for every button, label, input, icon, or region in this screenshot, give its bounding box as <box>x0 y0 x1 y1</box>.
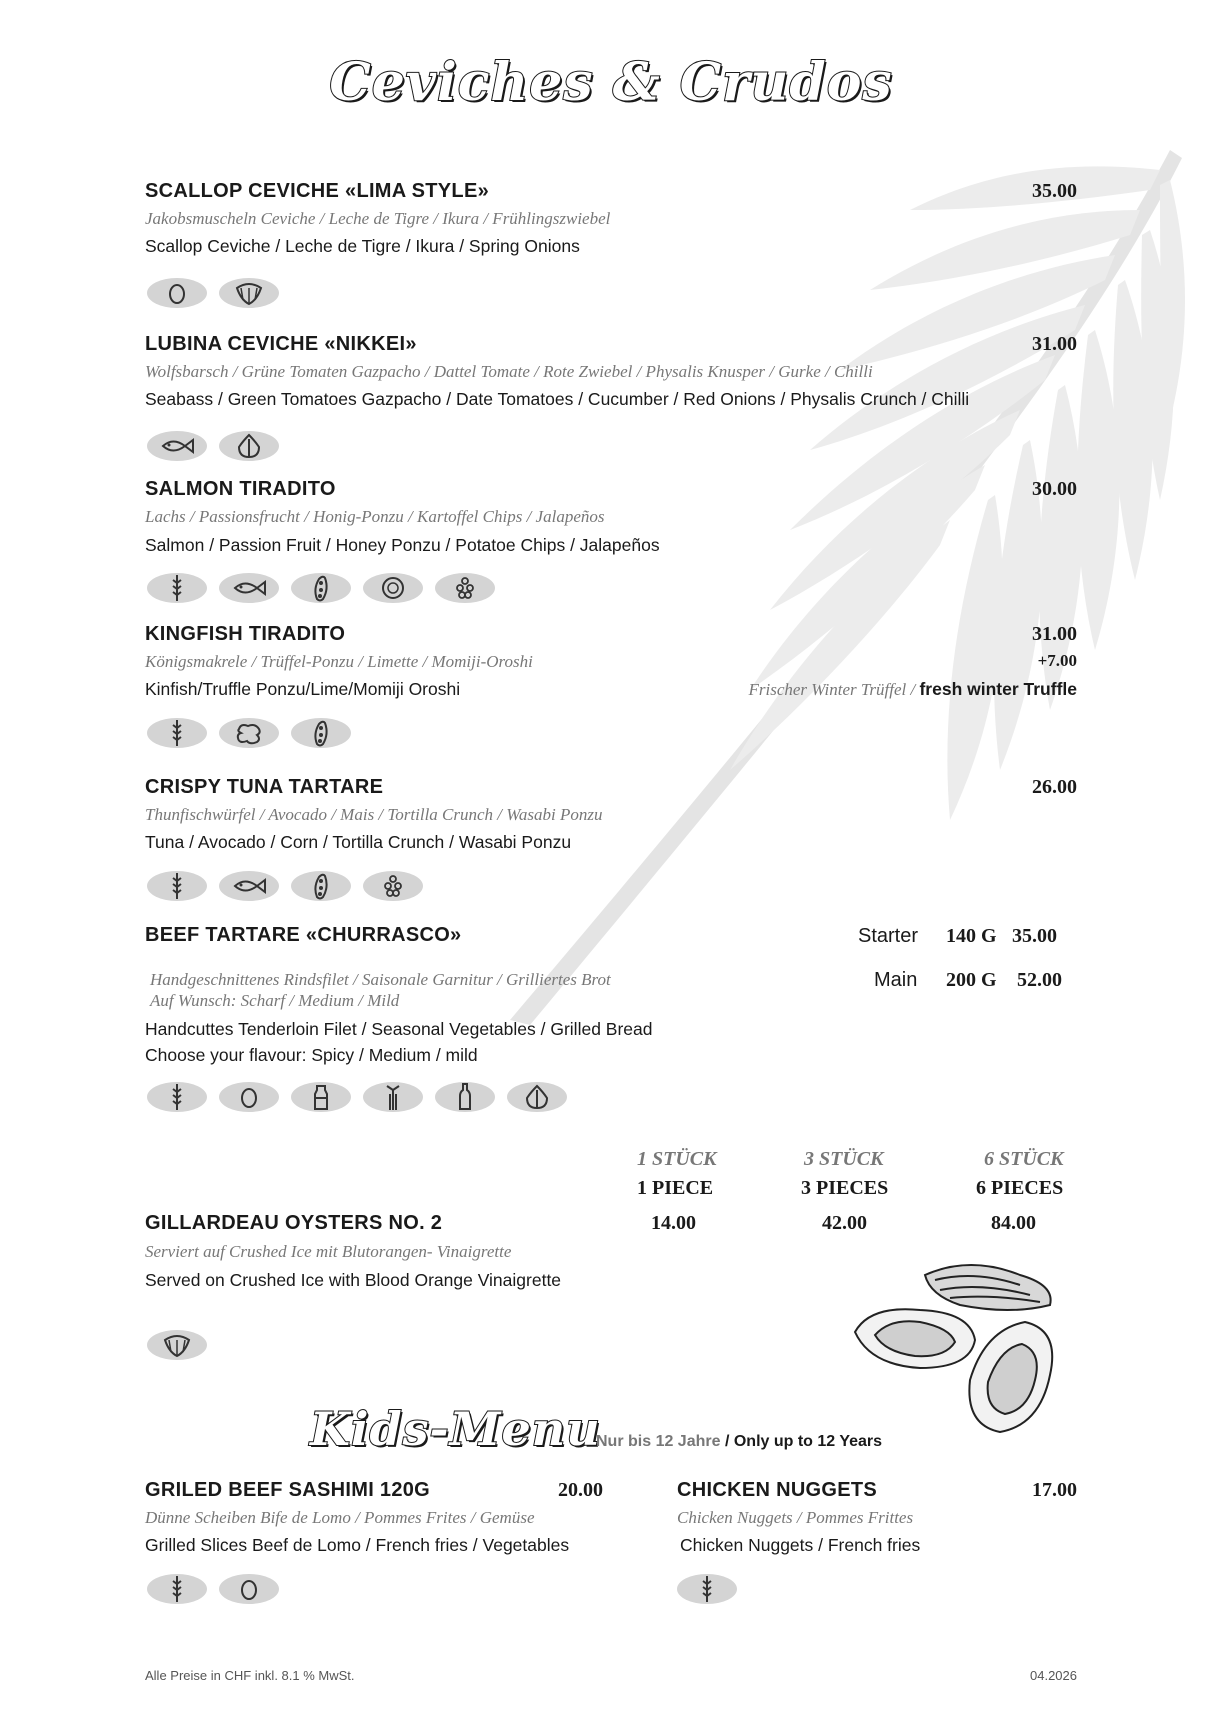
allergen-icons <box>145 1078 569 1118</box>
dish-description-de: Königsmakrele / Trüffel-Ponzu / Limette / Momiji-Oroshi <box>145 652 533 671</box>
page-title: Ceviches & Crudos <box>329 52 893 113</box>
dish-description-de: Handgeschnittenes Rindsfilet / Saisonale Garnitur / Grilliertes Brot <box>150 970 611 989</box>
dish-price: 31.00 <box>1032 623 1077 645</box>
starter-weight: 140 G <box>946 925 997 947</box>
dish-description-de: Thunfischwürfel / Avocado / Mais / Tortilla Crunch / Wasabi Ponzu <box>145 805 603 824</box>
soy-icon <box>289 867 353 905</box>
palm-leaf-watermark <box>470 140 1222 1040</box>
kids-menu-note-separator: / <box>720 1433 734 1450</box>
wheat-icon <box>145 714 209 752</box>
dish-name: CRISPY TUNA TARTARE <box>145 776 384 798</box>
allergen-icons <box>145 1326 209 1366</box>
mustard-icon <box>361 867 425 905</box>
egg-icon <box>217 1570 281 1608</box>
dish-description-en: Chicken Nuggets / French fries <box>680 1535 921 1555</box>
dish-name: BEEF TARTARE «CHURRASCO» <box>145 924 462 946</box>
dish-description-en: Served on Crushed Ice with Blood Orange Vinaigrette <box>145 1270 562 1290</box>
extra-separator: / <box>906 680 920 699</box>
dish-description-en: Seabass / Green Tomatoes Gazpacho / Date Tomatoes / Cucumber / Red Onions / Physalis Crunch / Chilli <box>145 389 970 409</box>
oyster-column-header-de: 1 STÜCK <box>637 1148 717 1170</box>
dish-name: CHICKEN NUGGETS <box>677 1479 878 1501</box>
extra-option-en: fresh winter Truffle <box>919 679 1077 699</box>
dish-price: 30.00 <box>1032 478 1077 500</box>
extra-option-de: Frischer Winter Trüffel <box>748 680 907 699</box>
kids-menu-note-en: Only up to 12 Years <box>733 1433 883 1450</box>
starter-price: 35.00 <box>1012 925 1057 947</box>
oyster-price: 42.00 <box>822 1212 867 1234</box>
allergen-icons <box>145 274 281 314</box>
fish-icon <box>217 569 281 607</box>
allergen-icons <box>675 1570 739 1610</box>
oyster-illustration <box>850 1250 1065 1440</box>
dish-description-en: Salmon / Passion Fruit / Honey Ponzu / Potatoe Chips / Jalapeños <box>145 535 660 555</box>
dish-price: 20.00 <box>558 1479 603 1501</box>
wheat-icon <box>145 867 209 905</box>
dish-description-de: Jakobsmuscheln Ceviche / Leche de Tigre / Ikura / Frühlingszwiebel <box>145 209 611 228</box>
kids-menu-note-de: Nur bis 12 Jahre <box>596 1433 721 1450</box>
kids-menu-title: Kids-Menu <box>310 1402 601 1456</box>
oyster-column-header-en: 1 PIECE <box>637 1177 714 1199</box>
dish-description-en-2: Choose your flavour: Spicy / Medium / mild <box>145 1045 478 1065</box>
oyster-column-header-en: 6 PIECES <box>976 1177 1064 1199</box>
dish-description-en: Kinfish/Truffle Ponzu/Lime/Momiji Oroshi <box>145 679 461 699</box>
wheat-icon <box>145 1078 209 1116</box>
oyster-column-header-en: 3 PIECES <box>801 1177 889 1199</box>
oyster-price: 14.00 <box>651 1212 696 1234</box>
soy-icon <box>289 714 353 752</box>
bottle-icon <box>433 1078 497 1116</box>
allergen-icons <box>145 714 353 754</box>
fish-icon <box>145 427 209 465</box>
shellfish-icon <box>145 1326 209 1364</box>
soy-icon <box>289 569 353 607</box>
peanut-icon <box>217 714 281 752</box>
dish-description-en: Grilled Slices Beef de Lomo / French fries / Vegetables <box>145 1535 570 1555</box>
oyster-column-header-de: 6 STÜCK <box>984 1148 1064 1170</box>
main-weight: 200 G <box>946 969 997 991</box>
starter-label: Starter <box>858 925 919 947</box>
allergen-icons <box>145 569 497 609</box>
dish-price: 35.00 <box>1032 180 1077 202</box>
dish-description-en: Tuna / Avocado / Corn / Tortilla Crunch / Wasabi Ponzu <box>145 832 572 852</box>
footer-vat-note: Alle Preise in CHF inkl. 8.1 % MwSt. <box>145 1668 355 1683</box>
allergen-icons <box>145 427 281 467</box>
dish-description-de-2: Auf Wunsch: Scharf / Medium / Mild <box>150 991 400 1010</box>
dish-name: SALMON TIRADITO <box>145 478 336 500</box>
oyster-price: 84.00 <box>991 1212 1036 1234</box>
kids-menu-note <box>596 1433 882 1451</box>
dish-description-en: Scallop Ceviche / Leche de Tigre / Ikura / Spring Onions <box>145 236 580 256</box>
main-label: Main <box>874 969 918 991</box>
garlic-icon <box>505 1078 569 1116</box>
milk-icon <box>289 1078 353 1116</box>
sesame-icon <box>361 569 425 607</box>
fish-icon <box>217 867 281 905</box>
dish-name: GILLARDEAU OYSTERS NO. 2 <box>145 1212 443 1234</box>
dish-description-de: Lachs / Passionsfrucht / Honig-Ponzu / Kartoffel Chips / Jalapeños <box>145 507 605 526</box>
shellfish-icon <box>217 274 281 312</box>
dish-name: LUBINA CEVICHE «NIKKEI» <box>145 333 417 355</box>
mustard-icon <box>433 569 497 607</box>
extra-price: +7.00 <box>1037 651 1077 670</box>
dish-name: KINGFISH TIRADITO <box>145 623 346 645</box>
dish-description-de: Serviert auf Crushed Ice mit Blutorangen- Vinaigrette <box>145 1242 512 1261</box>
wheat-icon <box>675 1570 739 1608</box>
dish-description-de: Dünne Scheiben Bife de Lomo / Pommes Frites / Gemüse <box>145 1508 535 1527</box>
egg-icon <box>217 1078 281 1116</box>
garlic-icon <box>217 427 281 465</box>
allergen-icons <box>145 867 425 907</box>
dish-description-de: Wolfsbarsch / Grüne Tomaten Gazpacho / Dattel Tomate / Rote Zwiebel / Physalis Knusper / Gurke / Chilli <box>145 362 873 381</box>
dish-description-en: Handcuttes Tenderloin Filet / Seasonal Vegetables / Grilled Bread <box>145 1019 653 1039</box>
dish-description-de: Chicken Nuggets / Pommes Frittes <box>677 1508 914 1527</box>
extra-option <box>749 679 1078 700</box>
dish-price: 26.00 <box>1032 776 1077 798</box>
wheat-icon <box>145 1570 209 1608</box>
dish-price: 31.00 <box>1032 333 1077 355</box>
celery-icon <box>361 1078 425 1116</box>
main-price: 52.00 <box>1017 969 1062 991</box>
footer-date: 04.2026 <box>1030 1668 1077 1683</box>
allergen-icons <box>145 1570 281 1610</box>
oyster-column-header-de: 3 STÜCK <box>804 1148 884 1170</box>
dish-name: GRILED BEEF SASHIMI 120G <box>145 1479 431 1501</box>
dish-price: 17.00 <box>1032 1479 1077 1501</box>
dish-name: SCALLOP CEVICHE «LIMA STYLE» <box>145 180 490 202</box>
egg-icon <box>145 274 209 312</box>
wheat-icon <box>145 569 209 607</box>
